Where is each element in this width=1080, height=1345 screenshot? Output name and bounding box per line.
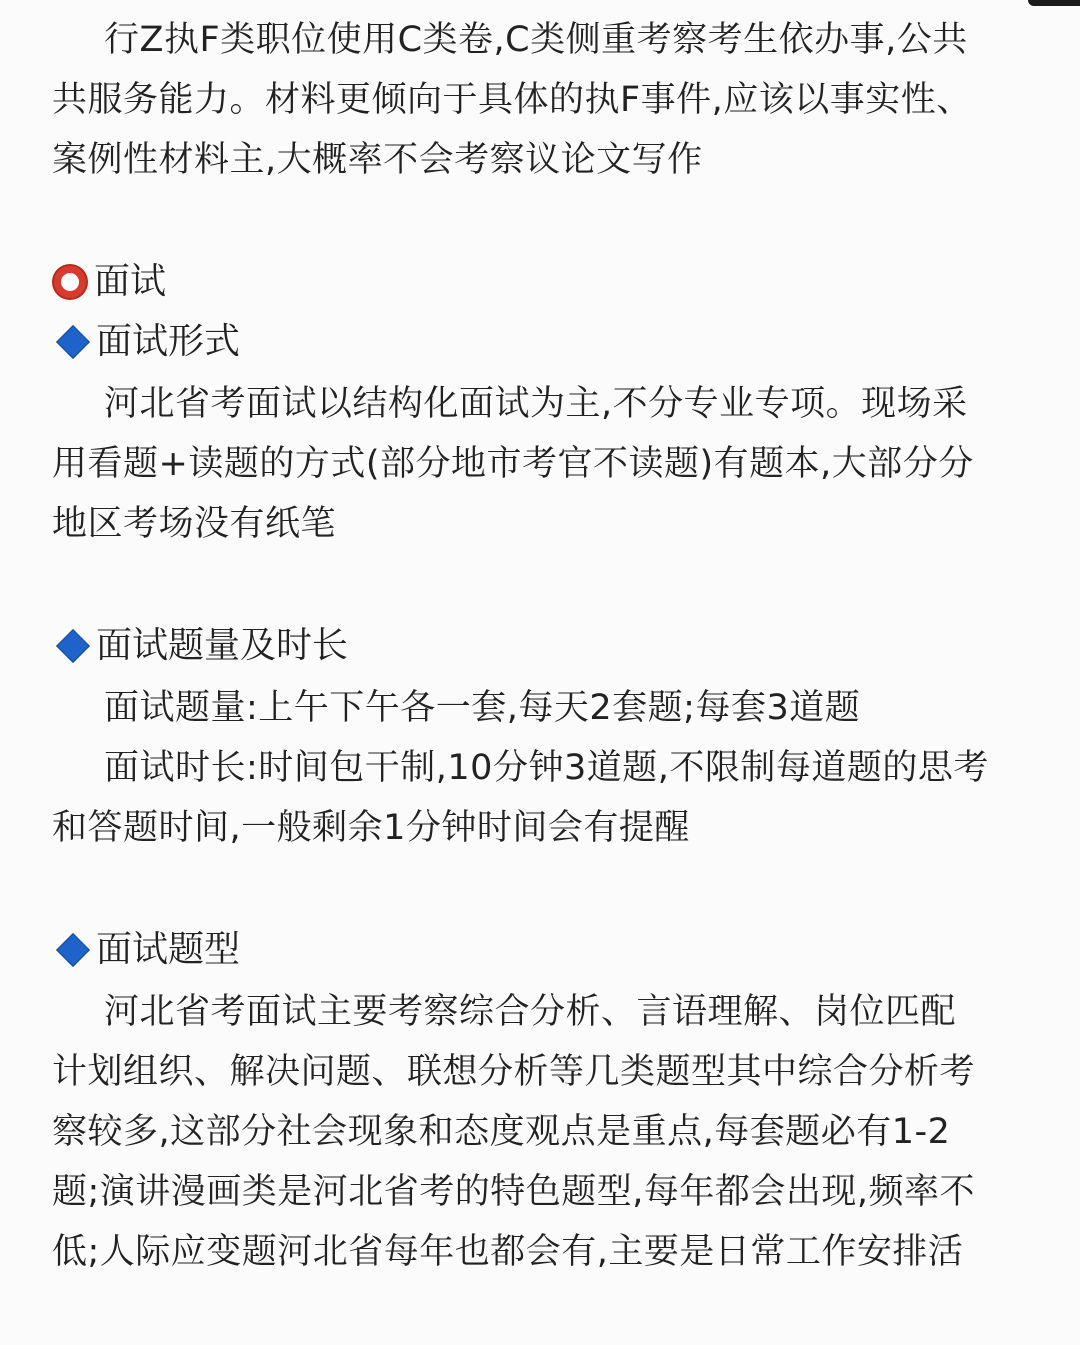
- intro-line-1: 行Z执F类职位使用C类卷,C类侧重考察考生依办事,公共: [104, 20, 968, 60]
- blue-diamond-icon: [56, 325, 90, 359]
- diamond-icon-wrapper: [54, 323, 92, 361]
- section-interview-title: 面试: [94, 261, 167, 302]
- types-heading: [54, 928, 240, 972]
- red-ring-icon: [54, 266, 86, 298]
- intro-line-2: 共服务能力。材料更倾向于具体的执F事件,应该以事实性、: [52, 80, 972, 120]
- top-edge-shape: [1028, 0, 1080, 6]
- diamond-icon-wrapper: [54, 931, 92, 969]
- types-line-4: 题;演讲漫画类是河北省考的特色题型,每年都会出现,频率不: [52, 1172, 976, 1212]
- quantity-line-3: 和答题时间,一般剩余1分钟时间会有提醒: [52, 808, 690, 848]
- types-title: 面试题型: [96, 929, 241, 970]
- form-line-1: 河北省考面试以结构化面试为主,不分专业专项。现场采: [104, 384, 968, 424]
- form-title: 面试形式: [96, 321, 241, 362]
- blue-diamond-icon: [56, 629, 90, 663]
- types-line-1: 河北省考面试主要考察综合分析、言语理解、岗位匹配: [104, 992, 957, 1032]
- types-line-5: 低;人际应变题河北省每年也都会有,主要是日常工作安排活: [52, 1232, 964, 1272]
- form-line-3: 地区考场没有纸笔: [52, 504, 337, 544]
- types-line-2: 计划组织、解决问题、联想分析等几类题型其中综合分析考: [52, 1052, 976, 1092]
- blue-diamond-icon: [56, 933, 90, 967]
- quantity-line-1: 面试题量:上午下午各一套,每天2套题;每套3道题: [104, 688, 861, 728]
- types-line-3: 察较多,这部分社会现象和态度观点是重点,每套题必有1-2: [52, 1112, 951, 1152]
- quantity-line-2: 面试时长:时间包干制,10分钟3道题,不限制每道题的思考: [104, 748, 989, 788]
- quantity-title: 面试题量及时长: [96, 625, 349, 666]
- form-line-2: 用看题+读题的方式(部分地市考官不读题)有题本,大部分分: [52, 444, 974, 484]
- diamond-icon-wrapper: [54, 627, 92, 665]
- form-heading: [54, 320, 240, 364]
- section-interview-heading: [54, 260, 166, 304]
- quantity-heading: [54, 624, 348, 668]
- intro-line-3: 案例性材料主,大概率不会考察议论文写作: [52, 140, 703, 180]
